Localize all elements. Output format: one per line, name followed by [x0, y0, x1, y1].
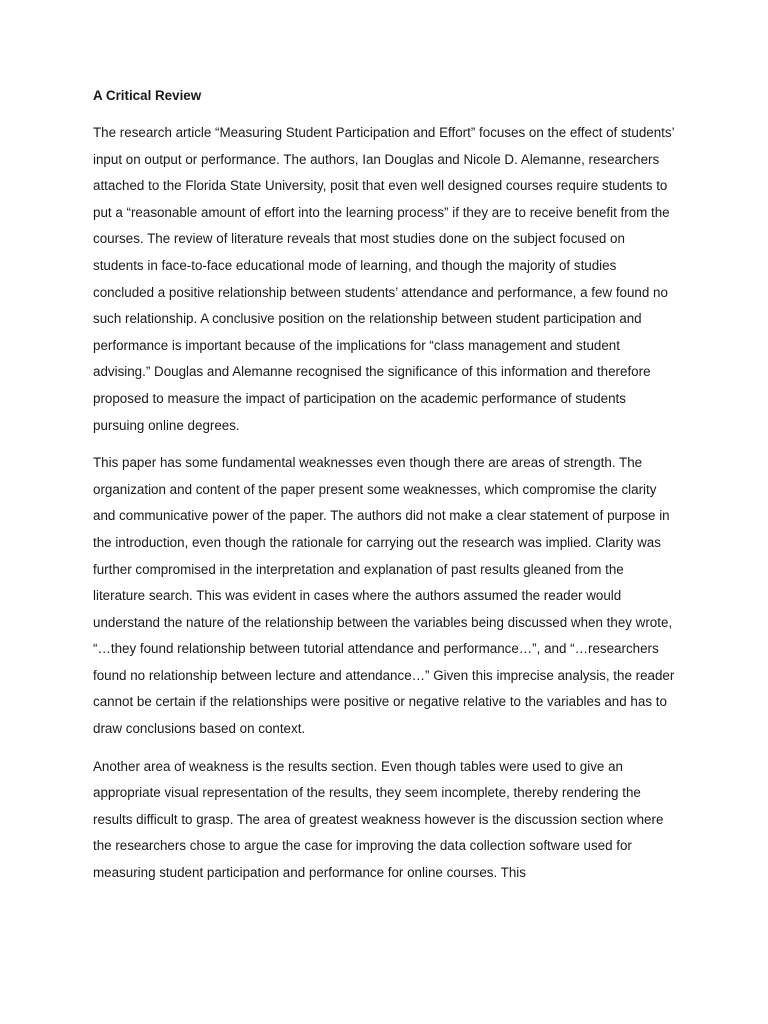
- document-body: [93, 86, 677, 898]
- paragraph-3: Another area of weakness is the results section. Even though tables were used to give an appropriate visual representation of the results, they seem incomplete, thereby rendering the results difficult to grasp. The area of greatest weakness however is the discussion section where the researchers chose to argue the case for improving the data collection software used for measuring student participation and performance for online courses. This: [93, 758, 664, 881]
- paragraph-2: This paper has some fundamental weaknesses even though there are areas of strength. The organization and content of the paper present some weaknesses, which compromise the clarity and communicative power of the paper. The authors did not make a clear statement of purpose in the introduction, even though the rationale for carrying out the research was implied. Clarity was further compromised in the interpretation and explanation of past results gleaned from the literature search. This was evident in cases where the authors assumed the reader would understand the nature of the relationship between the variables being discussed when they wrote, “…they found relationship between tutorial attendance and performance…”, and “…researchers found no relationship between lecture and attendance…” Given this imprecise analysis, the reader cannot be certain if the relationships were positive or negative relative to the variables and has to draw conclusions based on context.: [93, 455, 675, 737]
- paragraph-1: The research article “Measuring Student Participation and Effort” focuses on the effect of students’ input on output or performance. The authors, Ian Douglas and Nicole D. Alemanne, researchers attached to the Florida State University, posit that even well designed courses require students to put a “reasonable amount of effort into the learning process” if they are to receive benefit from the courses. The review of literature reveals that most studies done on the subject focused on students in face-to-face educational mode of learning, and though the majority of studies concluded a positive relationship between students’ attendance and performance, a few found no such relationship. A conclusive position on the relationship between student participation and performance is important because of the implications for “class management and student advising.” Douglas and Alemanne recognised the significance of this information and therefore proposed to measure the impact of participation on the academic performance of students pursuing online degrees.: [93, 125, 675, 433]
- document-title: A Critical Review: [93, 88, 202, 103]
